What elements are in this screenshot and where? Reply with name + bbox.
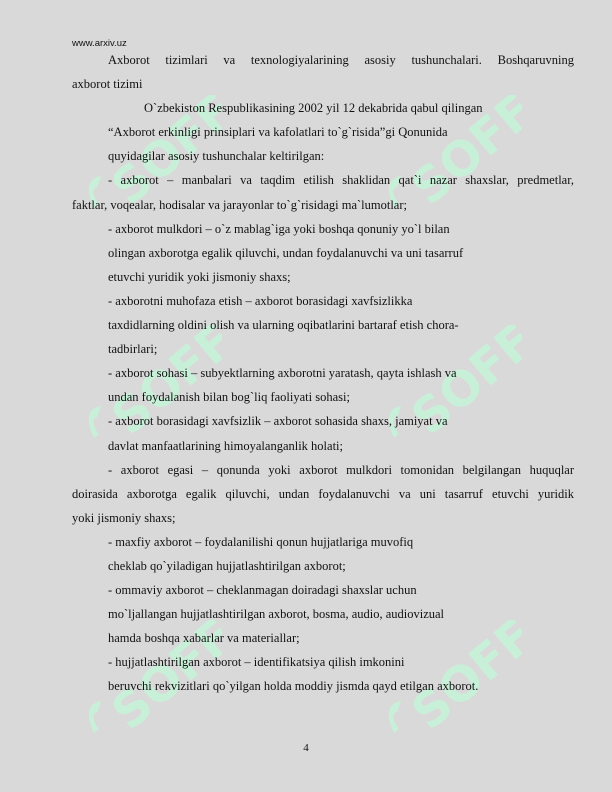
text-line: beruvchi rekvizitlari qo`yilgan holda moddiy jismda qayd etilgan axborot. xyxy=(108,679,479,694)
text-line: faktlar, voqealar, hodisalar va jarayonlar to`g`risidagi ma`lumotlar; xyxy=(72,197,407,212)
text-line: - axborot mulkdori – o`z mablag`iga yoki boshqa qonuniy yo`l bilan xyxy=(108,221,450,236)
document-body xyxy=(72,48,574,699)
page-number: 4 xyxy=(303,742,309,754)
text-line: quyidagilar asosiy tushunchalar keltirilgan: xyxy=(108,149,325,164)
text-line: yoki jismoniy shaxs; xyxy=(72,510,176,525)
text-line: undan foydalanish bilan bog`liq faoliyati sohasi; xyxy=(108,390,350,405)
text-line: doirasida axborotga egalik qiluvchi, undan foydalanuvchi va uni tasarruf etuvchi yuridik xyxy=(72,486,574,501)
text-line: axborot tizimi xyxy=(72,77,143,92)
text-line: davlat manfaatlarining himoyalanganlik holati; xyxy=(108,438,343,453)
site-url: www.arxiv.uz xyxy=(72,38,127,49)
svg-text:SOFF: SOFF xyxy=(101,620,222,741)
text-line: - axborot sohasi – subyektlarning axborotni yaratash, qayta ishlash va xyxy=(108,366,457,381)
text-line: “Axborot erkinligi prinsiplari va kafolatlari to`g`risida”gi Qonunida xyxy=(108,125,448,140)
svg-text:SOFF: SOFF xyxy=(401,95,522,216)
svg-text:SOFF: SOFF xyxy=(101,325,222,446)
text-line: - axborot egasi – qonunda yoki axborot mulkdori tomonidan belgilangan huquqlar xyxy=(108,462,574,477)
text-line: olingan axborotga egalik qiluvchi, undan foydalanuvchi va uni tasarruf xyxy=(108,245,464,260)
text-line: tadbirlari; xyxy=(108,342,158,357)
text-line: - axborot – manbalari va taqdim etilish shaklidan qat`i nazar shaxslar, predmetlar, xyxy=(108,173,574,188)
svg-text:SOFF: SOFF xyxy=(401,620,522,741)
text-line: - maxfiy axborot – foydalanilishi qonun hujjatlariga muvofiq xyxy=(108,534,414,549)
svg-text:SOFF: SOFF xyxy=(101,95,222,216)
text-line: mo`ljallangan hujjatlashtirilgan axborot, bosma, audio, audiovizual xyxy=(108,607,445,622)
text-line: Axborot tizimlari va texnologiyalarining asosiy tushunchalari. Boshqaruvning xyxy=(108,53,574,67)
text-line: cheklab qo`yiladigan hujjatlashtirilgan axborot; xyxy=(108,558,346,573)
text-line: - axborot borasidagi xavfsizlik – axborot sohasida shaxs, jamiyat va xyxy=(108,414,448,429)
svg-text:SOFF: SOFF xyxy=(401,325,522,446)
text-line: etuvchi yuridik yoki jismoniy shaxs; xyxy=(108,269,291,284)
text-line: - hujjatlashtirilgan axborot – identifikatsiya qilish imkonini xyxy=(108,655,405,670)
text-line: hamda boshqa xabarlar va materiallar; xyxy=(108,631,300,646)
text-line: taxdidlarning oldini olish va ularning oqibatlarini bartaraf etish chora- xyxy=(108,318,459,333)
text-line: O`zbekiston Respublikasining 2002 yil 12 dekabrida qabul qilingan xyxy=(144,101,483,116)
text-line: - axborotni muhofaza etish – axborot borasidagi xavfsizlikka xyxy=(108,293,413,308)
text-line: - ommaviy axborot – cheklanmagan doiradagi shaxslar uchun xyxy=(108,583,417,598)
